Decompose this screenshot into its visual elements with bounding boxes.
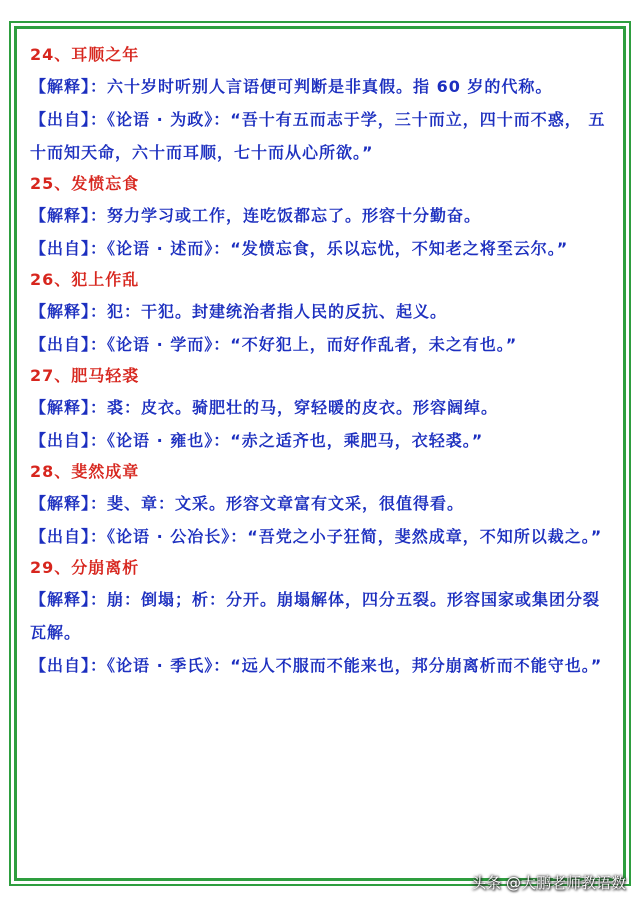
source <box>30 232 615 265</box>
explanation-text: ：崩：倒塌；析：分开。崩塌解体，四分五裂。形容国家或集团分裂瓦解。 <box>30 590 601 642</box>
explanation-text: ：努力学习或工作，连吃饭都忘了。形容十分勤奋。 <box>90 206 482 225</box>
explanation-text: ：犯：干犯。封建统治者指人民的反抗、起义。 <box>90 302 448 321</box>
explanation-label: 【解释】 <box>30 302 91 321</box>
source-label: 【出自】 <box>30 431 91 450</box>
explanation-label: 【解释】 <box>30 206 91 225</box>
explanation <box>30 70 615 103</box>
source-label: 【出自】 <box>30 656 91 675</box>
idiom-entry <box>30 457 615 553</box>
source <box>30 520 615 553</box>
source-text: ：《论语 · 学而》：“不好犯上，而好作乱者，未之有也。” <box>90 335 518 354</box>
source-text: ：《论语 · 公冶长》：“吾党之小子狂简，斐然成章，不知所以裁之。” <box>90 527 603 546</box>
idiom-list <box>30 40 615 682</box>
idiom-title: 25、发愤忘食 <box>30 174 140 193</box>
explanation-text: ：裘：皮衣。骑肥壮的马，穿轻暖的皮衣。形容阔绰。 <box>90 398 499 417</box>
source <box>30 424 615 457</box>
source-label: 【出自】 <box>30 335 91 354</box>
explanation <box>30 487 615 520</box>
explanation-label: 【解释】 <box>30 77 91 96</box>
explanation <box>30 391 615 424</box>
explanation-label: 【解释】 <box>30 398 91 417</box>
idiom-title: 24、耳顺之年 <box>30 45 140 64</box>
watermark: 头条 @大鹏老师教语数 <box>471 874 626 892</box>
source-text: ：《论语 · 季氏》：“远人不服而不能来也，邦分崩离析而不能守也。” <box>90 656 603 675</box>
source <box>30 328 615 361</box>
source-text: ：《论语 · 雍也》：“赤之适齐也，乘肥马，衣轻裘。” <box>90 431 484 450</box>
source-label: 【出自】 <box>30 110 91 129</box>
idiom-entry <box>30 553 615 682</box>
source <box>30 649 615 682</box>
explanation-text: ：斐、章：文采。形容文章富有文采，很值得看。 <box>90 494 465 513</box>
idiom-entry <box>30 40 615 169</box>
source-text: ：《论语 · 为政》：“吾十有五而志于学，三十而立，四十而不惑， 五十而知天命，六十而耳顺，七十而从心所欲。” <box>30 110 606 162</box>
idiom-entry <box>30 361 615 457</box>
explanation-label: 【解释】 <box>30 590 91 609</box>
idiom-title: 27、肥马轻裘 <box>30 366 140 385</box>
explanation-text: ：六十岁时听别人言语便可判断是非真假。指 60 岁的代称。 <box>90 77 553 96</box>
idiom-entry <box>30 169 615 265</box>
idiom-entry <box>30 265 615 361</box>
idiom-title: 28、斐然成章 <box>30 462 140 481</box>
explanation <box>30 295 615 328</box>
explanation-label: 【解释】 <box>30 494 91 513</box>
idiom-title: 26、犯上作乱 <box>30 270 140 289</box>
source-label: 【出自】 <box>30 527 91 546</box>
explanation <box>30 583 615 649</box>
source-text: ：《论语 · 述而》：“发愤忘食，乐以忘忧，不知老之将至云尔。” <box>90 239 569 258</box>
source-label: 【出自】 <box>30 239 91 258</box>
explanation <box>30 199 615 232</box>
source <box>30 103 615 169</box>
idiom-title: 29、分崩离析 <box>30 558 140 577</box>
